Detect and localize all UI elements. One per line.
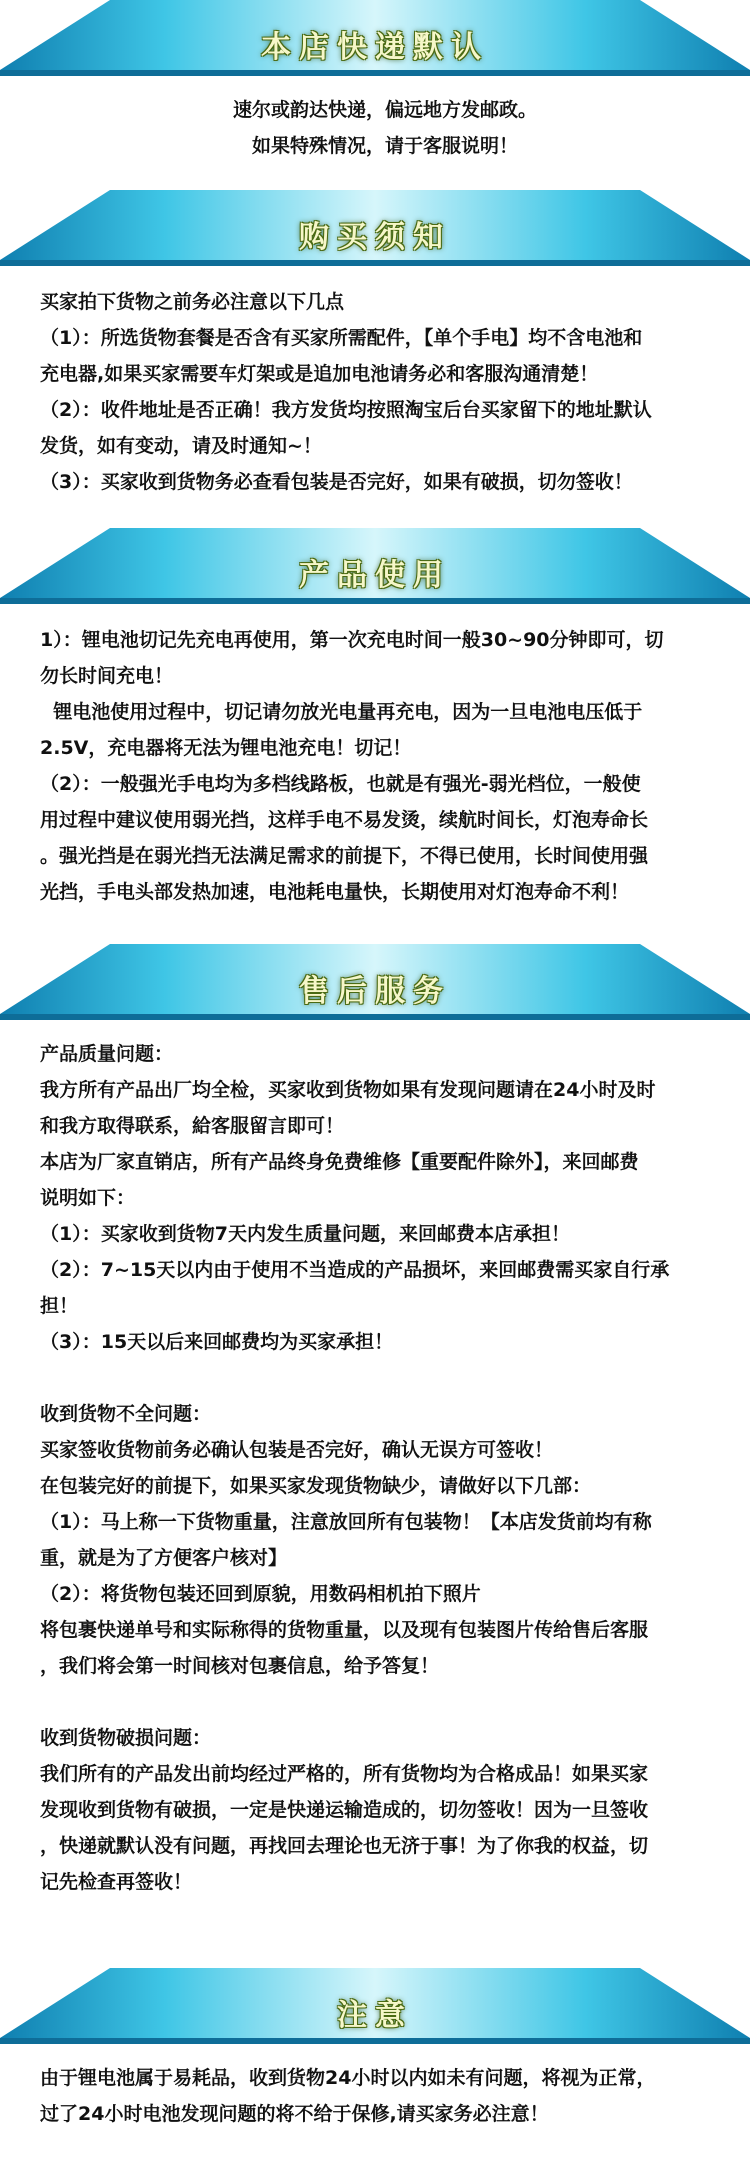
text-line: （1）：买家收到货物7天内发生质量问题，来回邮费本店承担！ [40, 1223, 570, 1245]
section-product-usage [40, 622, 730, 910]
text-line: 说明如下： [40, 1187, 136, 1209]
section-after-sales [40, 1036, 730, 1900]
text-line: ，我们将会第一时间核对包裹信息，给予答复！ [40, 1655, 440, 1677]
text-line: 2.5V，充电器将无法为锂电池充电！切记！ [40, 737, 412, 759]
section-purchase-notice [40, 284, 730, 500]
text-line: 买家拍下货物之前务必注意以下几点 [40, 291, 345, 313]
text-line: 记先检查再签收！ [40, 1871, 193, 1893]
section-notice [40, 2060, 730, 2132]
text-line: 充电器,如果买家需要车灯架或是追加电池请务必和客服沟通清楚！ [40, 363, 599, 385]
text-line: 收到货物破损问题： [40, 1727, 212, 1749]
text-line: 用过程中建议使用弱光挡，这样手电不易发烫，续航时间长，灯泡寿命长 [40, 809, 649, 831]
blank-line [40, 1684, 730, 1720]
text-line: 速尔或韵达快递，偏远地方发邮政。 [232, 99, 537, 121]
text-line: 如果特殊情况，请于客服说明！ [251, 135, 518, 157]
text-line: 在包装完好的前提下，如果买家发现货物缺少，请做好以下几部： [40, 1475, 592, 1497]
banner-shipping-default [0, 0, 750, 94]
text-line: 发现收到货物有破损，一定是快递运输造成的，切勿签收！因为一旦签收 [40, 1799, 649, 1821]
text-line: （2）：一般强光手电均为多档线路板，也就是有强光-弱光档位，一般使 [40, 773, 641, 795]
text-line: 由于锂电池属于易耗品，收到货物24小时以内如未有问题，将视为正常， [40, 2067, 656, 2089]
text-line: （2）：7~15天以内由于使用不当造成的产品损坏，来回邮费需买家自行承 [40, 1259, 670, 1281]
text-line: 1）：锂电池切记先充电再使用，第一次充电时间一般30~90分钟即可，切 [40, 629, 664, 651]
banner-after-sales [0, 944, 750, 1038]
text-line: 。强光挡是在弱光挡无法满足需求的前提下，不得已使用，长时间使用强 [40, 845, 649, 867]
text-line: ，快递就默认没有问题，再找回去理论也无济于事！为了你我的权益，切 [40, 1835, 649, 1857]
section-title: 注意 [337, 1998, 413, 2033]
text-line: （3）：买家收到货物务必查看包装是否完好，如果有破损，切勿签收！ [40, 471, 633, 493]
text-line: 重，就是为了方便客户核对】 [40, 1547, 288, 1569]
text-line: 发货，如有变动，请及时通知~！ [40, 435, 322, 457]
text-line: 收到货物不全问题： [40, 1403, 212, 1425]
text-line: 锂电池使用过程中，切记请勿放光电量再充电，因为一旦电池电压低于 [40, 701, 643, 723]
text-line: （1）：所选货物套餐是否含有买家所需配件，【单个手电】均不含电池和 [40, 327, 643, 349]
text-line: （2）：收件地址是否正确！我方发货均按照淘宝后台买家留下的地址默认 [40, 399, 652, 421]
text-line: （1）：马上称一下货物重量，注意放回所有包装物！【本店发货前均有称 [40, 1511, 652, 1533]
text-line: 产品质量问题： [40, 1043, 174, 1065]
text-line: 和我方取得联系，給客服留言即可！ [40, 1115, 345, 1137]
section-shipping-default [40, 92, 730, 164]
text-line: 本店为厂家直销店，所有产品终身免费维修【重要配件除外】，来回邮费 [40, 1151, 639, 1173]
text-line: 我方所有产品出厂均全检，买家收到货物如果有发现问题请在24小时及时 [40, 1079, 656, 1101]
text-line: 担！ [40, 1295, 79, 1317]
text-line: 将包裹快递单号和实际称得的货物重量，以及现有包装图片传给售后客服 [40, 1619, 649, 1641]
section-title: 产品使用 [299, 558, 451, 593]
text-line: 买家签收货物前务必确认包装是否完好，确认无误方可签收！ [40, 1439, 554, 1461]
section-title: 购买须知 [299, 220, 451, 255]
text-line: 我们所有的产品发出前均经过严格的，所有货物均为合格成品！如果买家 [40, 1763, 649, 1785]
banner-product-usage [0, 528, 750, 622]
banner-notice [0, 1968, 750, 2062]
section-title: 售后服务 [299, 974, 451, 1009]
text-line: （2）：将货物包装还回到原貌，用数码相机拍下照片 [40, 1583, 481, 1605]
section-title: 本店快递默认 [261, 30, 489, 65]
text-line: 勿长时间充电！ [40, 665, 174, 687]
banner-purchase-notice [0, 190, 750, 284]
text-line: 过了24小时电池发现问题的将不给于保修,请买家务必注意！ [40, 2103, 549, 2125]
text-line: 光挡，手电头部发热加速，电池耗电量快，长期使用对灯泡寿命不利！ [40, 881, 630, 903]
text-line: （3）：15天以后来回邮费均为买家承担！ [40, 1331, 394, 1353]
blank-line [40, 1360, 730, 1396]
